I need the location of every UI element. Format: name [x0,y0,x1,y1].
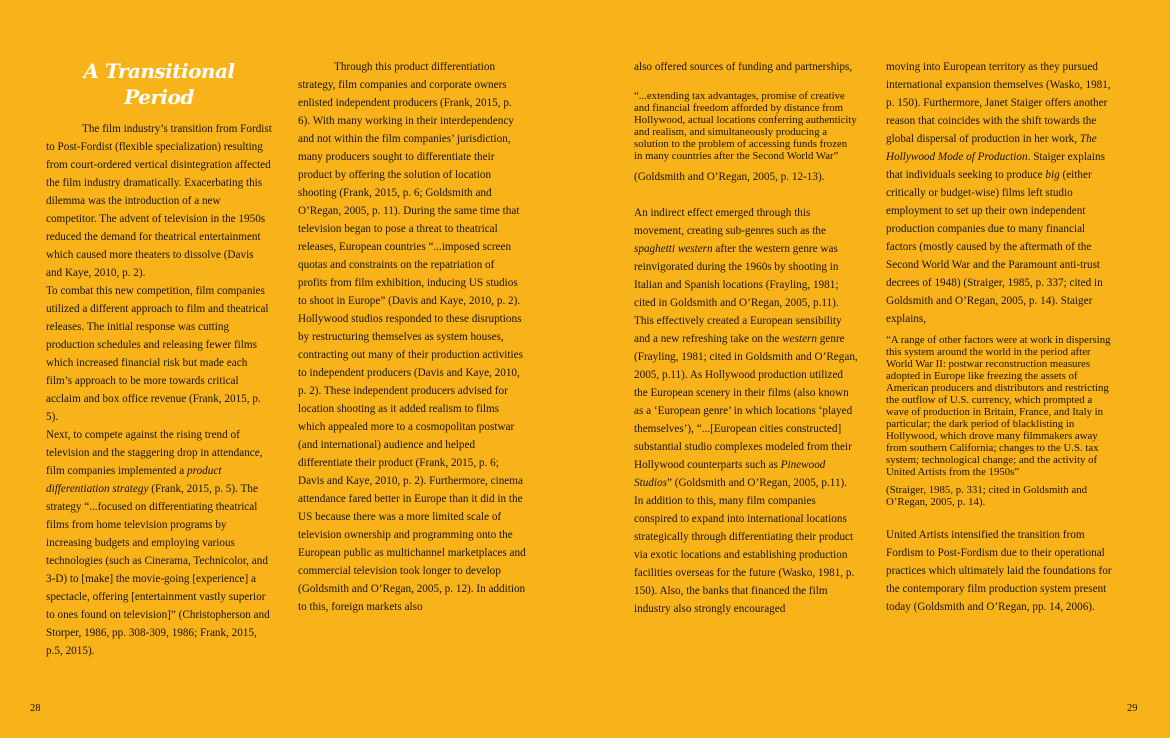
col4-p1-text-b: . Staiger explains that individuals seeking to produce [886,151,1105,181]
col1-p3-text-a: Next, to compete against the rising trend of television and the staggering drop in attendance, film companies implemented a [46,429,263,477]
left-page-number: 28 [30,703,41,714]
left-column-1 [46,58,272,660]
col4-p1-text-a: moving into European territory as they pursued international expansion themselves (Wasko, 1981, p. 150). Furthermore, Janet Staiger offers another reason that coincides with the shift towards the global dispersal of production in her work, [886,61,1111,145]
col4-p1-text-c: (either critically or budget-wise) films left studio employment to set up their own independent production companies due to many financial factors (mostly caused by the aftermath of the Second World War and the Paramount anti-trust decrees of 1948) (Straiger, 1985, p. 337; cited in Goldsmith and O’Regan, 2005, p. 14). Staiger explains, [886,169,1103,325]
right-column-1 [634,58,858,618]
col3-blockquote: “...extending tax advantages, promise of creative and financial freedom afforded by distance from Hollywood, actual locations conferring authenticity and realism, and simultaneously producing a solution to the problem of accessing funds frozen in many countries after the Second World War” [634,90,857,162]
col4-citation: (Straiger, 1985, p. 331; cited in Goldsmith and O’Regan, 2005, p. 14). [886,484,1088,508]
col3-p2-text-b: after the western genre was reinvigorated during the 1960s by shooting in Italian and Spanish locations (Frayling, 1981; cited in Goldsmith and O’Regan, 2005, p.11). This effectively created a European sensibility and a new refreshing take on the [634,243,842,345]
col4-p1-emphasis-2: big [1045,169,1060,181]
right-page-number: 29 [1127,703,1138,714]
left-column-2 [298,58,526,616]
spacer [886,508,1114,526]
col3-p2-emphasis-1: spaghetti western [634,243,713,255]
col3-p2-text-d: ” (Goldsmith and O’Regan, 2005, p.11). In addition to this, many film companies conspired to expand into international locations strategically through differentiating their product via exotic locations and establishing production facilities overseas for the future (Wasko, 1981, p. 150). Also, the banks that financed the film industry also strongly encouraged [634,477,855,615]
page-title: A Transitional Period [83,59,235,109]
col4-blockquote: “A range of other factors were at work in dispersing this system around the world in the period after World War II: postwar reconstruction measures adopted in Europe like freezing the assets of American producers and distributors and restricting the outflow of U.S. currency, which prompted a wave of production in Britain, France, and Italy in particular; the dark period of blacklisting in Hollywood, which drove many filmmakers away from southern California; changes to the U.S. tax system; technological change; and the activity of United Artists from the 1950s” [886,334,1111,478]
col3-citation: (Goldsmith and O’Regan, 2005, p. 12-13). [634,171,825,183]
col1-paragraph-2: To combat this new competition, film companies utilized a different approach to film and theatrical releases. The initial response was cutting production schedules and releasing fewer films which increased financial risk but made each film’s approach to be more towards critical acclaim and box office revenue (Frank, 2015, p. 5). [46,285,269,423]
col4-paragraph-1 [886,58,1114,328]
col1-p3-emphasis: product differentiation strategy [46,465,222,495]
col3-p2-emphasis-3: Pinewood Studios [634,459,826,489]
col3-paragraph-2 [634,204,858,618]
right-column-2 [886,58,1114,616]
spacer [634,76,858,90]
col1-p3-text-b: (Frank, 2015, p. 5). The strategy “...focused on differentiating theatrical films from home television programs by increasing budgets and employing various technologies (such as Cinerama, Technicolor, and 3-D) to [make] the movie-going [experience] a spectacle, offering [entertainment vastly superior to ones found on television]” (Christopherson and Storper, 1986, pp. 308-309, 1986; Frank, 2015, p.5, 2015). [46,483,270,657]
col3-p2-text-c: genre (Frayling, 1981; cited in Goldsmith and O’Regan, 2005, p.11). As Hollywood production utilized the European scenery in their films (also known as a ‘European genre’ in which locations ‘played themselves’), “...[European cities constructed] substantial studio complexes modeled from their Hollywood counterparts such as [634,333,858,471]
col1-paragraph-3 [46,426,272,660]
col3-p2-text-a: An indirect effect emerged through this movement, creating sub-genres such as the [634,207,826,237]
col4-p1-emphasis-1: The Hollywood Mode of Production [886,133,1097,163]
col2-paragraph-1: Through this product differentiation strategy, film companies and corporate owners enlisted independent producers (Frank, 2015, p. 6). With many working in their interdependency and not within the film companies’ jurisdiction, many producers sought to differentiate their product by offering the solution of location shooting (Frank, 2015, p. 6; Goldsmith and O’Regan, 2005, p. 11). During the same time that television began to pose a threat to theatrical releases, European countries “...imposed screen quotas and constraints on the repatriation of profits from film exhibition, inducing US studios to shoot in Europe” (Davis and Kaye, 2010, p. 2). Hollywood studios responded to these disruptions by restructuring themselves as system houses, contracting out many of their production activities to independent producers (Davis and Kaye, 2010, p. 2). These independent producers advised for location shooting as it added realism to films which appealed more to a cosmopolitan postwar (and international) audience and helped differentiate their product (Frank, 2015, p. 6; Davis and Kaye, 2010, p. 2). Furthermore, cinema attendance fared better in Europe than it did in the US because there was a more limited scale of television ownership and programming onto the European public as multichannel marketplaces and commercial television took longer to develop (Goldsmith and O’Regan, 2005, p. 12). In addition to this, foreign markets also [298,61,526,613]
col3-paragraph-1: also offered sources of funding and partnerships, [634,61,853,73]
col4-paragraph-2: United Artists intensified the transition from Fordism to Post-Fordism due to their operational practices which ultimately laid the foundations for the contemporary film production system present today (Goldsmith and O’Regan, pp. 14, 2006). [886,529,1112,613]
spacer [634,186,858,204]
col3-p2-emphasis-2: western [782,333,817,345]
col1-paragraph-1: The film industry’s transition from Fordist to Post-Fordist (flexible specialization) resulting from court-ordered vertical disintegration affected the film industry dramatically. Exacerbating this dilemma was the introduction of a new competitor. The advent of television in the 1950s reduced the demand for theatrical entertainment which caused more theaters to dissolve (Davis and Kaye, 2010, p. 2). [46,123,272,279]
